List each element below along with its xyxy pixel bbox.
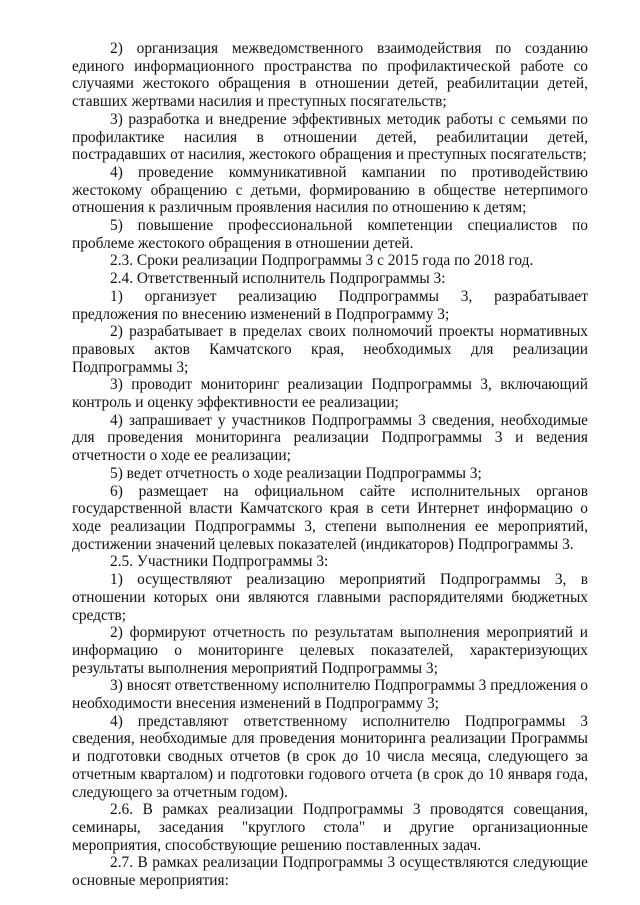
paragraph-section-2-6: 2.6. В рамках реализации Подпрограммы 3 проводятся совещания, семинары, заседания "круглого стола" и другие организационные мероприятия, способствующие решению поставленных задач.: [72, 801, 588, 854]
paragraph-item-3-methods: 3) разработка и внедрение эффективных методик работы с семьями по профилактике насилия в отношении детей, реабилитации детей, пострадавших от насилия, жестокого обращения и преступных посягательств;: [72, 110, 588, 164]
paragraph-section-2-7: 2.7. В рамках реализации Подпрограммы 3 осуществляются следующие основные мероприятия:: [72, 854, 588, 890]
paragraph-participants-item-1: 1) осуществляют реализацию мероприятий Подпрограммы 3, в отношении которых они являются главными распорядителями бюджетных средств;: [72, 571, 588, 624]
paragraph-participants-item-2: 2) формируют отчетность по результатам выполнения мероприятий и информацию о мониторинге целевых показателей, характеризующих результаты выполнения мероприятий Подпрограммы 3;: [72, 624, 588, 677]
paragraph-executor-item-5: 5) ведет отчетность о ходе реализации Подпрограммы 3;: [110, 464, 482, 482]
paragraph-section-2-5: 2.5. Участники Подпрограммы 3:: [110, 553, 329, 571]
paragraph-executor-item-4: 4) запрашивает у участников Подпрограммы 3 сведения, необходимые для проведения мониторинга реализации Подпрограммы 3 и ведения отчетности о ходе ее реализации;: [72, 411, 588, 465]
paragraph-item-2-coordination: 2) организация межведомственного взаимодействия по созданию единого информационного пространства по профилактической работе со случаями жестокого обращения в отношении детей, реабилитации детей, ставших жертвами насилия и преступных посягательств;: [72, 40, 588, 111]
document-page: [72, 40, 588, 890]
paragraph-executor-item-1: 1) организует реализацию Подпрограммы 3, разрабатывает предложения по внесению изменений в Подпрограмму 3;: [72, 287, 588, 323]
paragraph-item-5-competence: 5) повышение профессиональной компетенции специалистов по проблеме жестокого обращения в отношении детей.: [72, 217, 588, 252]
paragraph-executor-item-6: 6) размещает на официальном сайте исполнительных органов государственной власти Камчатского края в сети Интернет информацию о ходе реализации Подпрограммы 3, степени выполнения ее мероприятий, достижении значений целевых показателей (индикаторов) Подпрограммы 3.: [72, 482, 588, 553]
paragraph-item-4-campaign: 4) проведение коммуникативной кампании по противодействию жестокому обращению с детьми, формированию в обществе нетерпимого отношения к различным проявления насилия по отношению к детям;: [72, 163, 588, 217]
paragraph-section-2-3: 2.3. Сроки реализации Подпрограммы 3 с 2015 года по 2018 год.: [110, 252, 534, 270]
paragraph-section-2-4: 2.4. Ответственный исполнитель Подпрограммы 3:: [110, 270, 446, 288]
paragraph-participants-item-4: 4) представляют ответственному исполнителю Подпрограммы 3 сведения, необходимые для проведения мониторинга реализации Программы и подготовки сводных отчетов (в срок до 10 числа месяца, следующего за отчетным кварталом) и подготовки годового отчета (в срок до 10 января года, следующего за отчетным годом).: [72, 712, 588, 801]
paragraph-participants-item-3: 3) вносят ответственному исполнителю Подпрограммы 3 предложения о необходимости внесения изменений в Подпрограмму 3;: [72, 677, 588, 713]
paragraph-executor-item-2: 2) разрабатывает в пределах своих полномочий проекты нормативных правовых актов Камчатского края, необходимых для реализации Подпрограммы 3;: [72, 323, 588, 376]
paragraph-executor-item-3: 3) проводит мониторинг реализации Подпрограммы 3, включающий контроль и оценку эффективности ее реализации;: [72, 376, 588, 412]
